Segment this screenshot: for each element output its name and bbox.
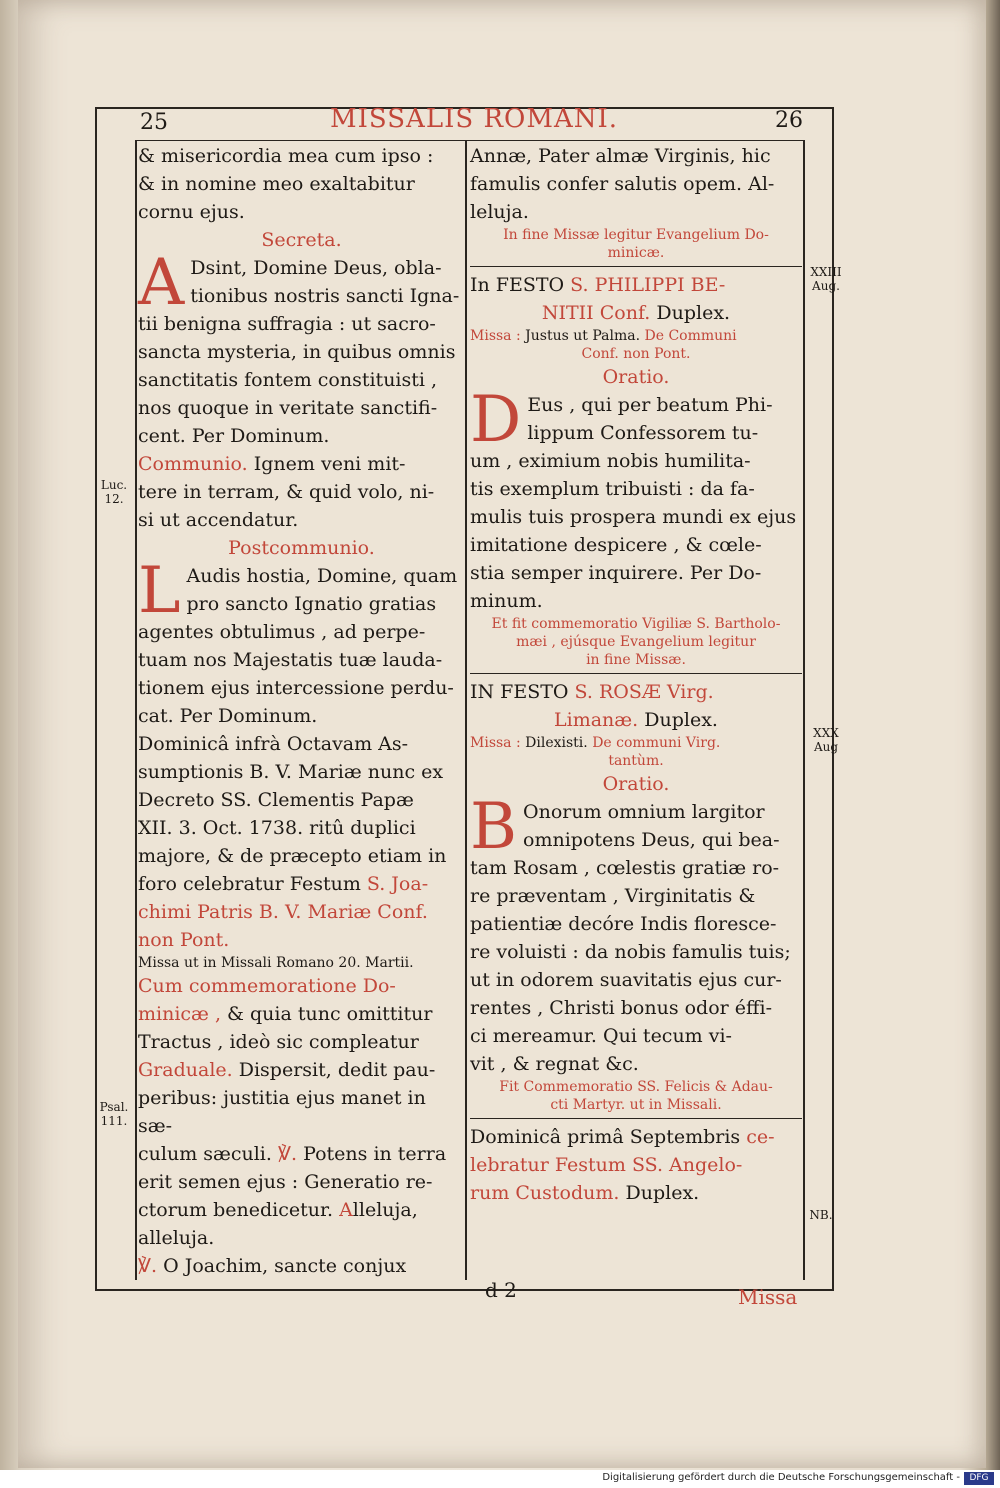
text-line bbox=[138, 870, 465, 898]
text-line: tionem ejus intercessione perdu- bbox=[138, 677, 454, 699]
text-span: Dominicâ primâ Septembris bbox=[470, 1126, 741, 1148]
text-line: rentes , Christi bonus odor éffi- bbox=[470, 997, 773, 1019]
rubric-span: De Communi bbox=[644, 328, 737, 344]
text-span: Ignem veni mit- bbox=[253, 453, 406, 475]
page-number-left: 25 bbox=[140, 110, 168, 135]
secreta-paragraph bbox=[138, 246, 465, 450]
text-span: Duplex. bbox=[656, 302, 731, 324]
text-line: Tractus , ideò sic compleatur bbox=[138, 1031, 419, 1053]
margin-note-aug23 bbox=[806, 265, 846, 293]
text-line: tam Rosam , cœlestis gratiæ ro- bbox=[470, 857, 780, 879]
text-span: O Joachim, sancte conjux bbox=[163, 1255, 407, 1277]
feast-heading bbox=[470, 678, 802, 706]
text-line: patientiæ decóre Indis floresce- bbox=[470, 913, 777, 935]
text-line: mulis tuis prospera mundi ex ejus bbox=[470, 506, 797, 528]
text-line: & in nomine meo exaltabitur bbox=[138, 173, 415, 195]
margin-note-psal bbox=[94, 1100, 134, 1128]
rubric-line: In fine Missæ legitur Evangelium Do- bbox=[503, 227, 769, 243]
text-line: leluja. bbox=[470, 201, 529, 223]
text-line bbox=[470, 1179, 802, 1207]
graduale-line bbox=[138, 1056, 465, 1084]
feast-name-line: chimi Patris B. V. Mariæ Conf. bbox=[138, 901, 428, 923]
margin-note-nb: NB. bbox=[809, 1208, 833, 1222]
feast-name: S. ROSÆ Virg. bbox=[574, 681, 714, 703]
missa-label: Missa : bbox=[470, 328, 521, 344]
catchword: Missa bbox=[738, 1285, 798, 1309]
rubric-line: Et fit commemoratio Vigiliæ S. Bartholo- bbox=[491, 616, 781, 632]
drop-capital: L bbox=[138, 554, 181, 628]
text-line: omnipotens Deus, qui bea- bbox=[523, 829, 780, 851]
rubric-span: minicæ , bbox=[138, 1003, 221, 1025]
text-span: Duplex. bbox=[625, 1182, 700, 1204]
graduale-label: Graduale. bbox=[138, 1059, 233, 1081]
feast-name: Limanæ. bbox=[554, 709, 639, 731]
versicle-icon: ℣. bbox=[138, 1255, 158, 1277]
margin-note-luc bbox=[94, 478, 134, 506]
rubric-span: De communi Virg. bbox=[592, 735, 721, 751]
rubric-line: Fit Commemoratio SS. Felicis & Adau- bbox=[499, 1079, 773, 1095]
text-line: tii benigna suffragia : ut sacro- bbox=[138, 313, 436, 335]
left-rule bbox=[135, 140, 137, 1280]
rubric-line: minicæ. bbox=[607, 245, 665, 261]
communio-label: Communio. bbox=[138, 453, 248, 475]
text-line: Decreto SS. Clementis Papæ bbox=[138, 789, 414, 811]
feast-heading bbox=[470, 271, 802, 299]
missa-note: Missa ut in Missali Romano 20. Martii. bbox=[138, 955, 414, 971]
text-line: sanctitatis fontem constituisti , bbox=[138, 369, 438, 391]
text-span: Dispersit, dedit pau- bbox=[238, 1059, 436, 1081]
text-span: & quia tunc omittitur bbox=[227, 1003, 433, 1025]
feast-heading bbox=[470, 706, 802, 734]
text-line: stia semper inquirere. Per Do- bbox=[470, 562, 762, 584]
missa-line bbox=[470, 734, 802, 752]
margin-text: Aug bbox=[813, 740, 839, 754]
text-span: ctorum benedicetur. bbox=[138, 1199, 334, 1221]
drop-capital: B bbox=[470, 790, 518, 864]
left-column bbox=[138, 142, 465, 1280]
rubric-span: ce- bbox=[746, 1126, 775, 1148]
right-column bbox=[470, 142, 802, 1207]
text-line: tuam nos Majestatis tuæ lauda- bbox=[138, 649, 443, 671]
section-heading-postcommunio: Postcommunio. bbox=[228, 537, 375, 559]
text-span: Dilexisti. bbox=[525, 735, 588, 751]
feast-name: NITII Conf. bbox=[541, 302, 651, 324]
text-line: um , eximium nobis humilita- bbox=[470, 450, 751, 472]
text-line: lippum Confessorem tu- bbox=[527, 422, 759, 444]
text-span: In FESTO bbox=[470, 274, 565, 296]
text-span: lleluja, bbox=[352, 1199, 418, 1221]
text-line: agentes obtulimus , ad perpe- bbox=[138, 621, 426, 643]
text-line: tionibus nostris sancti Igna- bbox=[190, 285, 460, 307]
text-line: Dominicâ infrà Octavam As- bbox=[138, 733, 409, 755]
margin-text: 12. bbox=[104, 492, 124, 506]
text-line bbox=[138, 1140, 465, 1168]
drop-capital: A bbox=[138, 246, 185, 320]
text-line bbox=[138, 1196, 465, 1224]
versicle-icon: ℣. bbox=[277, 1143, 298, 1165]
text-line: cat. Per Dominum. bbox=[138, 705, 318, 727]
text-line: Onorum omnium largitor bbox=[523, 801, 765, 823]
rubric-line: in fine Missæ. bbox=[586, 652, 686, 668]
section-rule bbox=[470, 673, 802, 674]
page-number-right: 26 bbox=[775, 108, 803, 133]
section-heading-secreta: Secreta. bbox=[261, 229, 342, 251]
right-rule bbox=[803, 140, 805, 1280]
feast-name: S. PHILIPPI BE- bbox=[570, 274, 726, 296]
rubric-line: mæi , ejúsque Evangelium legitur bbox=[516, 634, 756, 650]
text-line: sumptionis B. V. Mariæ nunc ex bbox=[138, 761, 444, 783]
drop-capital: D bbox=[470, 383, 522, 457]
text-line: nos quoque in veritate sanctifi- bbox=[138, 397, 438, 419]
text-span: Duplex. bbox=[644, 709, 718, 731]
text-line: imitatione despicere , & cœle- bbox=[470, 534, 762, 556]
margin-text: 111. bbox=[100, 1114, 128, 1128]
text-line: sancta mysteria, in quibus omnis bbox=[138, 341, 456, 363]
column-divider bbox=[465, 140, 467, 1280]
missa-line bbox=[470, 327, 802, 345]
signature-mark: d 2 bbox=[485, 1278, 517, 1302]
text-line: erit semen ejus : Generatio re- bbox=[138, 1171, 433, 1193]
rubric-line: cti Martyr. ut in Missali. bbox=[550, 1097, 722, 1113]
rubric-line: Cum commemoratione Do- bbox=[138, 975, 396, 997]
text-line bbox=[138, 1252, 465, 1280]
dfg-logo-icon: DFG bbox=[964, 1472, 994, 1485]
section-rule bbox=[470, 1118, 802, 1119]
text-span: Potens in terra bbox=[303, 1143, 447, 1165]
text-line: & misericordia mea cum ipso : bbox=[138, 145, 434, 167]
text-span: culum sæculi. bbox=[138, 1143, 272, 1165]
oratio-paragraph bbox=[470, 790, 802, 1078]
margin-text: XXIII bbox=[810, 265, 842, 279]
oratio-paragraph bbox=[470, 383, 802, 615]
feast-name-line: non Pont. bbox=[138, 929, 230, 951]
text-span: IN FESTO bbox=[470, 681, 569, 703]
text-line: si ut accendatur. bbox=[138, 509, 299, 531]
text-line: famulis confer salutis opem. Al- bbox=[470, 173, 775, 195]
margin-note-aug30 bbox=[806, 726, 846, 754]
red-capital: A bbox=[339, 1199, 353, 1221]
rubric-line: tantùm. bbox=[608, 753, 664, 769]
text-line: pro sancto Ignatio gratias bbox=[186, 593, 437, 615]
text-line: ut in odorem suavitatis ejus cur- bbox=[470, 969, 782, 991]
text-line bbox=[470, 1123, 802, 1151]
section-heading-oratio: Oratio. bbox=[602, 773, 670, 795]
text-line: cornu ejus. bbox=[138, 201, 245, 223]
header-rule bbox=[137, 140, 803, 141]
text-line: vit , & regnat &c. bbox=[470, 1053, 639, 1075]
text-line: re voluisti : da nobis famulis tuis; bbox=[470, 941, 791, 963]
text-line: majore, & de præcepto etiam in bbox=[138, 845, 447, 867]
text-span: foro celebratur Festum bbox=[138, 873, 361, 895]
postcommunio-paragraph bbox=[138, 554, 465, 730]
rubric-span: rum Custodum. bbox=[470, 1182, 620, 1204]
text-line: cent. Per Dominum. bbox=[138, 425, 330, 447]
text-span: Justus ut Palma. bbox=[525, 328, 641, 344]
text-line: minum. bbox=[470, 590, 543, 612]
margin-text: Aug. bbox=[812, 279, 840, 293]
text-line: Audis hostia, Domine, quam bbox=[186, 565, 458, 587]
feast-heading bbox=[470, 299, 802, 327]
running-title: MISSALIS ROMANI. bbox=[330, 104, 619, 134]
rubric-line: lebratur Festum SS. Angelo- bbox=[470, 1154, 743, 1176]
text-line: tere in terram, & quid volo, ni- bbox=[138, 481, 435, 503]
text-line bbox=[138, 1000, 465, 1028]
communio-line bbox=[138, 450, 465, 478]
text-line: tis exemplum tribuisti : da fa- bbox=[470, 478, 755, 500]
text-line: peribus: justitia ejus manet in sæ- bbox=[138, 1087, 426, 1137]
section-rule bbox=[470, 266, 802, 267]
footer-credit: Digitalisierung gefördert durch die Deutsche Forschungsgemeinschaft - bbox=[602, 1472, 960, 1483]
margin-text: Psal. bbox=[99, 1100, 129, 1114]
text-line: ci mereamur. Qui tecum vi- bbox=[470, 1025, 732, 1047]
section-heading-oratio: Oratio. bbox=[602, 366, 670, 388]
text-line: Eus , qui per beatum Phi- bbox=[527, 394, 773, 416]
margin-text: Luc. bbox=[100, 478, 128, 492]
rubric-line: Conf. non Pont. bbox=[581, 346, 691, 362]
margin-text: XXX bbox=[813, 726, 839, 740]
text-line: alleluja. bbox=[138, 1227, 215, 1249]
text-line: re præventam , Virginitatis & bbox=[470, 885, 756, 907]
text-line: Annæ, Pater almæ Virginis, hic bbox=[470, 145, 771, 167]
feast-name: S. Joa- bbox=[366, 873, 429, 895]
text-line: XII. 3. Oct. 1738. ritû duplici bbox=[138, 817, 416, 839]
text-line: Dsint, Domine Deus, obla- bbox=[190, 257, 442, 279]
missa-label: Missa : bbox=[470, 735, 521, 751]
